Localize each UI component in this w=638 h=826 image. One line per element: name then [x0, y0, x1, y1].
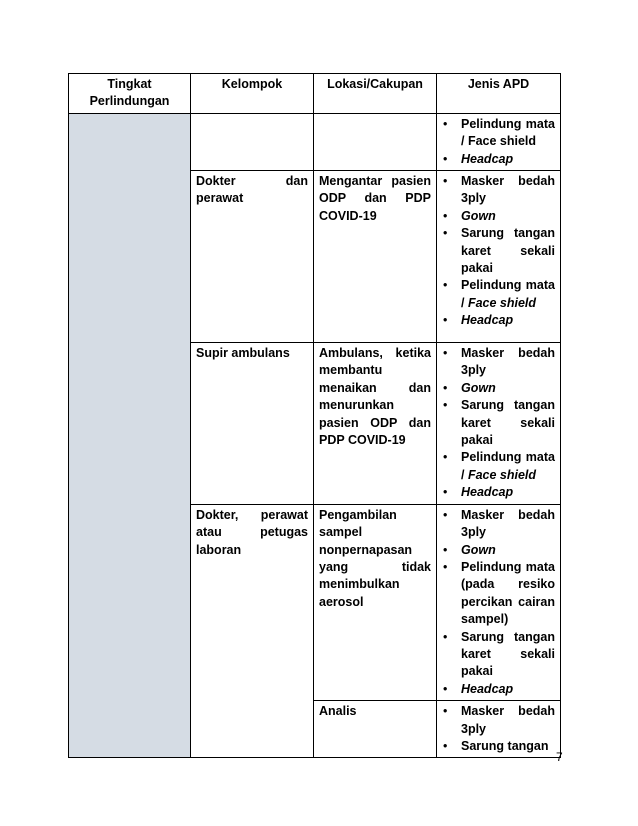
apd-item-text: Pelindung mata /: [461, 450, 555, 482]
list-item: [442, 345, 555, 380]
apd-item-text: Pelindung mata / Face shield: [461, 116, 555, 149]
header-lokasi-cakupan: Lokasi/Cakupan: [314, 74, 437, 114]
list-item: [442, 116, 555, 151]
list-item: [442, 484, 555, 501]
jenis-apd-cell: [437, 343, 561, 505]
apd-table: [68, 73, 561, 758]
list-item: [442, 151, 555, 168]
header-jenis-apd: Jenis APD: [437, 74, 561, 114]
apd-item-text: Headcap: [461, 151, 514, 166]
tingkat-perlindungan-cell: [69, 113, 191, 758]
apd-item-text: Masker bedah 3ply: [461, 704, 555, 736]
list-item: [442, 542, 555, 559]
list-item: [442, 449, 555, 484]
header-kelompok: Kelompok: [191, 74, 314, 114]
header-tingkat-perlindungan: Tingkat Perlindungan: [69, 74, 191, 114]
apd-item-text: Sarung tangan karet sekali pakai: [461, 629, 555, 679]
apd-item-text: Headcap: [461, 485, 514, 500]
apd-item-text: Pelindung mata (pada resiko percikan cairan sampel): [461, 559, 555, 627]
apd-item-text: Sarung tangan: [461, 738, 549, 753]
list-item: [442, 559, 555, 629]
apd-item-text: Gown: [461, 208, 496, 223]
list-item: [442, 738, 555, 755]
list-item: [442, 173, 555, 208]
apd-item-text: Sarung tangan karet sekali pakai: [461, 226, 555, 276]
list-item: [442, 681, 555, 698]
apd-item-italic-tail: Face shield: [467, 467, 537, 482]
list-item: [442, 397, 555, 449]
apd-item-text: Gown: [461, 380, 496, 395]
jenis-apd-cell: [437, 701, 561, 758]
kelompok-cell: [191, 113, 314, 170]
apd-list: [442, 173, 555, 330]
jenis-apd-cell: [437, 504, 561, 700]
apd-list: [442, 703, 555, 755]
apd-item-text: Headcap: [461, 681, 514, 696]
list-item: [442, 507, 555, 542]
kelompok-cell: [191, 701, 314, 758]
apd-item-text: Masker bedah 3ply: [461, 507, 555, 540]
table-row: [69, 113, 561, 170]
page-number: 7: [556, 750, 563, 764]
list-item: [442, 208, 555, 225]
list-item: [442, 380, 555, 397]
lokasi-cakupan-cell: Mengantar pasien ODP dan PDP COVID-19: [314, 171, 437, 343]
apd-list: [442, 116, 555, 168]
apd-item-text: Headcap: [461, 313, 514, 328]
apd-item-text: Pelindung mata /: [461, 278, 555, 310]
jenis-apd-cell: [437, 171, 561, 343]
kelompok-cell: Supir ambulans: [191, 343, 314, 505]
apd-item-text: Sarung tangan karet sekali pakai: [461, 398, 555, 448]
lokasi-cakupan-cell: Pengambilan sampel nonpernapasan yang tidak menimbulkan aerosol: [314, 504, 437, 700]
list-item: [442, 277, 555, 312]
lokasi-cakupan-cell: Analis: [314, 701, 437, 758]
lokasi-cakupan-cell: Ambulans, ketika membantu menaikan dan menurunkan pasien ODP dan PDP COVID-19: [314, 343, 437, 505]
apd-item-italic-tail: Face shield: [467, 295, 537, 310]
lokasi-cakupan-cell: [314, 113, 437, 170]
apd-item-text: Masker bedah 3ply: [461, 174, 555, 206]
apd-list: [442, 507, 555, 698]
apd-item-text: Masker bedah 3ply: [461, 346, 555, 378]
list-item: [442, 312, 555, 329]
apd-item-text: Gown: [461, 542, 496, 557]
jenis-apd-cell: [437, 113, 561, 170]
list-item: [442, 629, 555, 681]
kelompok-cell: Dokter dan perawat: [191, 171, 314, 343]
list-item: [442, 703, 555, 738]
apd-list: [442, 345, 555, 502]
list-item: [442, 225, 555, 277]
table-header-row: [69, 74, 561, 114]
kelompok-cell: Dokter, perawat atau petugas laboran: [191, 504, 314, 700]
